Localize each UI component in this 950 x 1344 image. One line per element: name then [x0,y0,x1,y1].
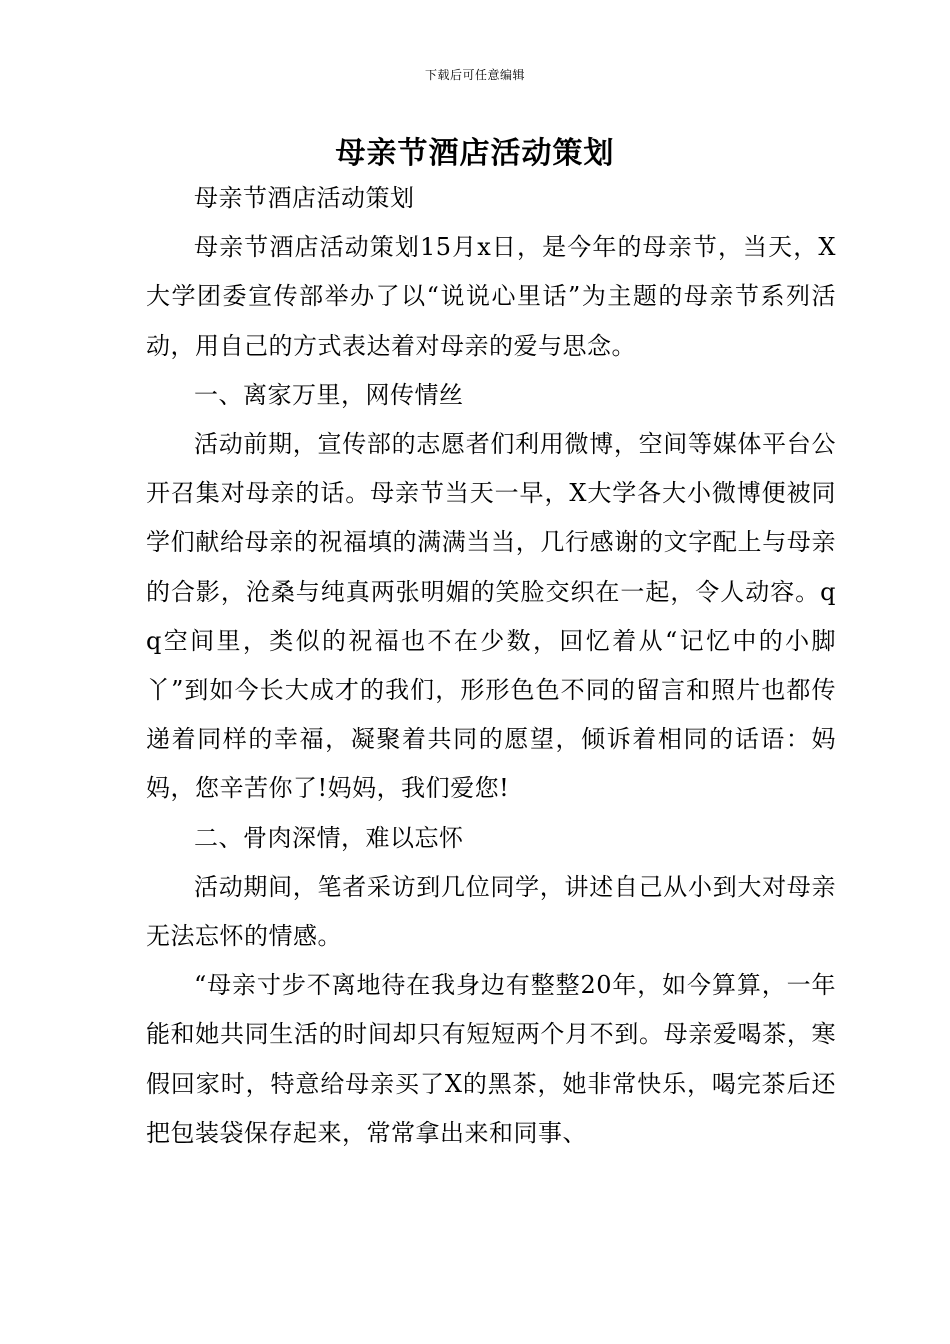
section-heading-2: 二、骨肉深情，难以忘怀 [194,823,464,852]
section-heading-1: 一、离家万里，网传情丝 [194,380,464,409]
paragraph-quote: “母亲寸步不离地待在我身边有整整20年，如今算算，一年能和她共同生活的时间却只有短短两个月不到。母亲爱喝茶，寒假回家时，特意给母亲买了X的黑茶，她非常快乐，喝完茶后还把包装袋保存起来，常常拿出来和同事、 [146,971,836,1147]
paragraph-subtitle: 母亲节酒店活动策划 [194,184,415,212]
paragraph-section-1: 活动前期，宣传部的志愿者们利用微博，空间等媒体平台公开召集对母亲的话。母亲节当天一早，X大学各大小微博便被同学们献给母亲的祝福填的满满当当，几行感谢的文字配上与母亲的合影，沧桑与纯真两张明媚的笑脸交织在一起，令人动容。qq空间里，类似的祝福也不在少数，回忆着从“记忆中的小脚丫”到如今长大成才的我们，形形色色不同的留言和照片也都传递着同样的幸福，凝聚着共同的愿望，倾诉着相同的话语：妈妈，您辛苦你了!妈妈，我们爱您! [146,430,836,803]
document-title: 母亲节酒店活动策划 [335,136,615,171]
header-note: 下载后可任意编辑 [424,68,525,82]
document-body [146,174,836,1158]
paragraph-intro: 母亲节酒店活动策划15月x日，是今年的母亲节，当天，X大学团委宣传部举办了以“说说心里话”为主题的母亲节系列活动，用自己的方式表达着对母亲的爱与思念。 [146,233,836,360]
paragraph-section-2: 活动期间，笔者采访到几位同学，讲述自己从小到大对母亲无法忘怀的情感。 [146,872,836,951]
